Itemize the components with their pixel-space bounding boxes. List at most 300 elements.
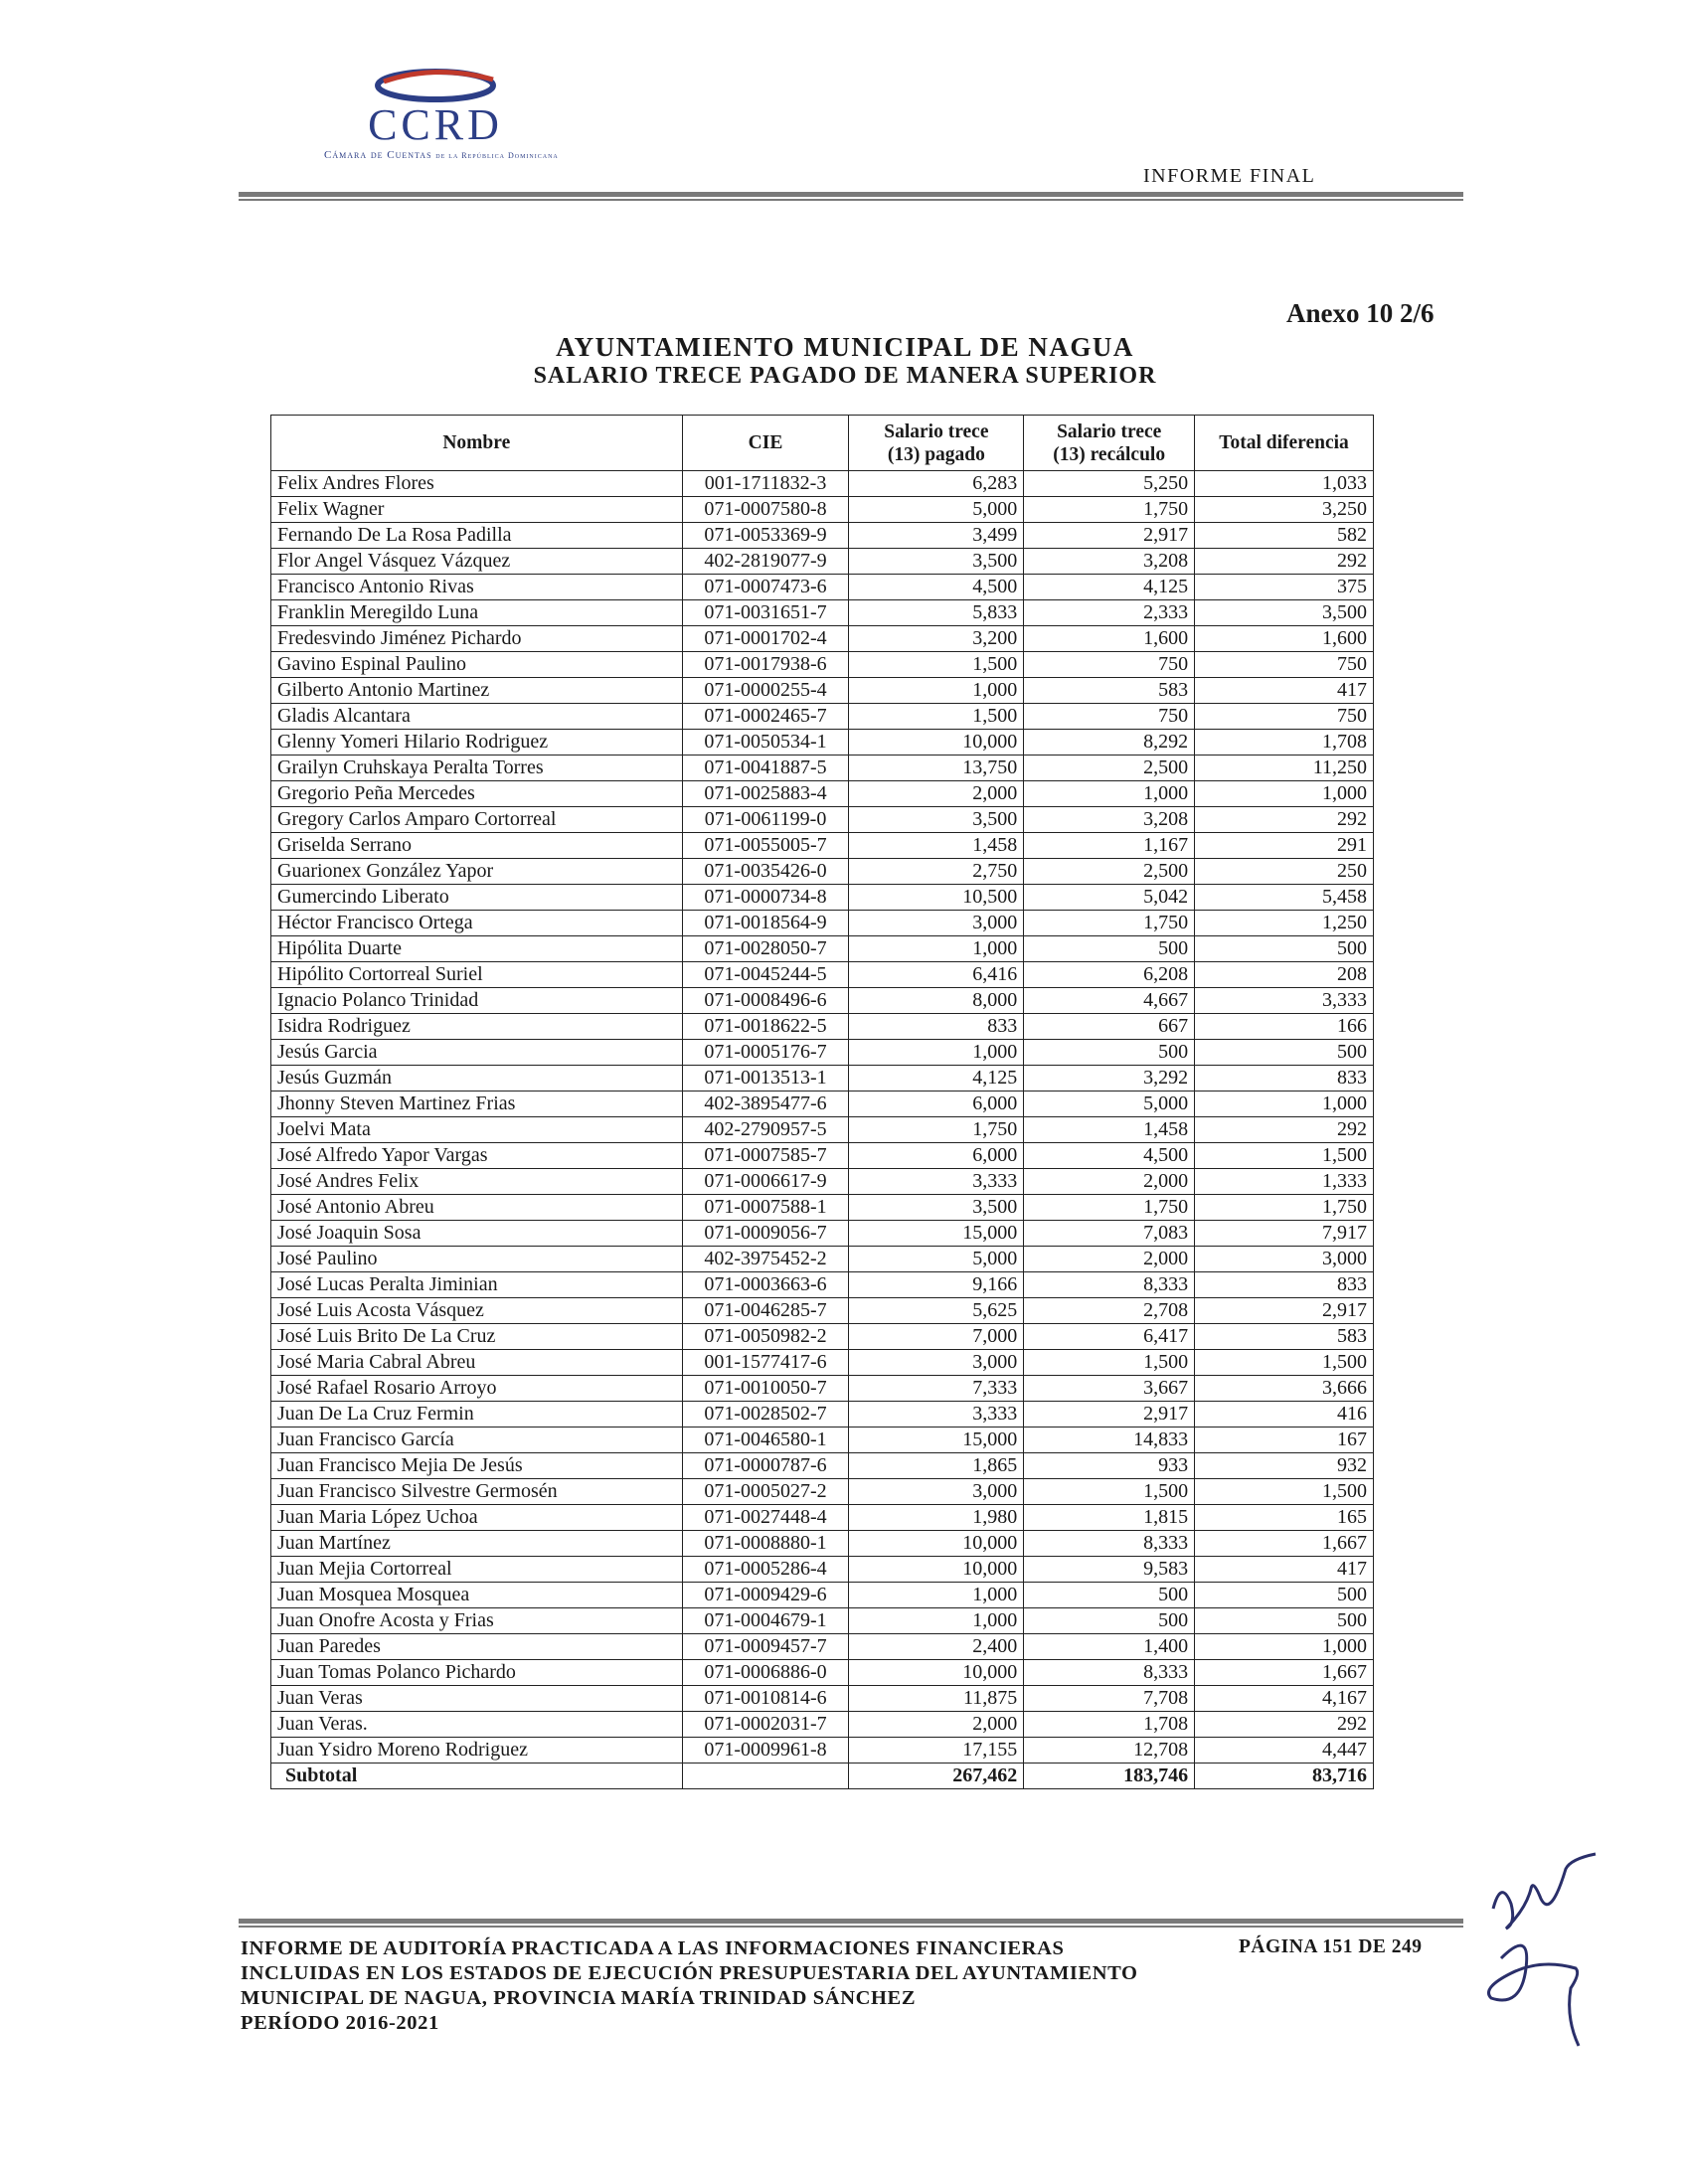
cell-pagado: 1,458: [849, 833, 1024, 859]
table-row: [271, 523, 1374, 549]
cell-nombre: Hipólito Cortorreal Suriel: [271, 962, 683, 988]
cell-nombre: Gavino Espinal Paulino: [271, 652, 683, 678]
cell-pagado: 15,000: [849, 1221, 1024, 1247]
cell-recalculo: 6,417: [1024, 1324, 1195, 1350]
cell-diferencia: 292: [1195, 1117, 1374, 1143]
cell-cie: 071-0050982-2: [682, 1324, 849, 1350]
cell-recalculo: 1,708: [1024, 1712, 1195, 1738]
cell-diferencia: 1,750: [1195, 1195, 1374, 1221]
header-rule: [239, 192, 1463, 197]
cell-cie: 071-0028502-7: [682, 1402, 849, 1428]
table-row: [271, 704, 1374, 730]
cell-pagado: 3,333: [849, 1402, 1024, 1428]
cell-nombre: Jhonny Steven Martinez Frias: [271, 1092, 683, 1117]
cell-recalculo: 8,333: [1024, 1531, 1195, 1557]
cell-pagado: 13,750: [849, 756, 1024, 781]
cell-cie: 071-0007473-6: [682, 575, 849, 600]
cell-nombre: José Andres Felix: [271, 1169, 683, 1195]
table-row: [271, 807, 1374, 833]
header-label: INFORME FINAL: [1143, 165, 1316, 187]
cell-nombre: Gilberto Antonio Martinez: [271, 678, 683, 704]
cell-nombre: Gregorio Peña Mercedes: [271, 781, 683, 807]
cell-cie: 071-0010050-7: [682, 1376, 849, 1402]
cell-pagado: 5,000: [849, 497, 1024, 523]
cell-cie: 071-0046285-7: [682, 1298, 849, 1324]
logo-text: CCRD: [368, 100, 503, 149]
cell-nombre: José Alfredo Yapor Vargas: [271, 1143, 683, 1169]
cell-recalculo: 583: [1024, 678, 1195, 704]
cell-nombre: Juan De La Cruz Fermin: [271, 1402, 683, 1428]
cell-cie: 071-0001702-4: [682, 626, 849, 652]
table-header-row: [271, 416, 1374, 471]
table-row: [271, 1583, 1374, 1608]
page-title: AYUNTAMIENTO MUNICIPAL DE NAGUA: [556, 332, 1134, 362]
page-subtitle: SALARIO TRECE PAGADO DE MANERA SUPERIOR: [533, 363, 1157, 389]
subtotal-row: [271, 1764, 1374, 1789]
table-row: [271, 1014, 1374, 1040]
table-body: [271, 471, 1374, 1789]
cell-cie: 071-0005176-7: [682, 1040, 849, 1066]
cell-pagado: 5,625: [849, 1298, 1024, 1324]
cell-cie: 071-0007585-7: [682, 1143, 849, 1169]
cell-cie: 071-0004679-1: [682, 1608, 849, 1634]
cell-recalculo: 1,500: [1024, 1350, 1195, 1376]
cell-diferencia: 583: [1195, 1324, 1374, 1350]
logo-subtitle: Cámara de Cuentas de la República Dominicana: [324, 149, 559, 161]
cell-nombre: Glenny Yomeri Hilario Rodriguez: [271, 730, 683, 756]
cell-cie: 071-0055005-7: [682, 833, 849, 859]
table-row: [271, 1531, 1374, 1557]
cell-cie: 071-0050534-1: [682, 730, 849, 756]
cell-pagado: 5,000: [849, 1247, 1024, 1272]
cell-cie: 071-0010814-6: [682, 1686, 849, 1712]
cell-diferencia: 500: [1195, 1040, 1374, 1066]
table-row: [271, 885, 1374, 911]
table-row: [271, 756, 1374, 781]
cell-cie: 071-0000734-8: [682, 885, 849, 911]
cell-diferencia: 292: [1195, 807, 1374, 833]
cell-pagado: 1,500: [849, 704, 1024, 730]
table-row: [271, 859, 1374, 885]
cell-nombre: Felix Andres Flores: [271, 471, 683, 497]
cell-diferencia: 1,500: [1195, 1350, 1374, 1376]
cell-cie: 402-2790957-5: [682, 1117, 849, 1143]
cell-nombre: José Rafael Rosario Arroyo: [271, 1376, 683, 1402]
cell-cie: 071-0006617-9: [682, 1169, 849, 1195]
table-row: [271, 1428, 1374, 1453]
annex-label: Anexo 10 2/6: [1286, 298, 1435, 328]
cell-recalculo: 1,400: [1024, 1634, 1195, 1660]
cell-cie: 071-0008496-6: [682, 988, 849, 1014]
cell-nombre: Juan Tomas Polanco Pichardo: [271, 1660, 683, 1686]
cell-recalculo: 4,500: [1024, 1143, 1195, 1169]
cell-pagado: 6,283: [849, 471, 1024, 497]
cell-cie: 071-0025883-4: [682, 781, 849, 807]
cell-cie: 071-0031651-7: [682, 600, 849, 626]
cell-pagado: 1,000: [849, 678, 1024, 704]
cell-recalculo: 14,833: [1024, 1428, 1195, 1453]
cell-cie: 071-0046580-1: [682, 1428, 849, 1453]
cell-recalculo: 3,292: [1024, 1066, 1195, 1092]
cell-cie: 071-0009429-6: [682, 1583, 849, 1608]
cell-recalculo: 1,750: [1024, 1195, 1195, 1221]
cell-recalculo: 8,333: [1024, 1272, 1195, 1298]
cell-nombre: Juan Ysidro Moreno Rodriguez: [271, 1738, 683, 1764]
cell-nombre: Francisco Antonio Rivas: [271, 575, 683, 600]
cell-nombre: José Joaquin Sosa: [271, 1221, 683, 1247]
cell-diferencia: 932: [1195, 1453, 1374, 1479]
table-row: [271, 1376, 1374, 1402]
subtotal-empty: [682, 1764, 849, 1789]
cell-diferencia: 2,917: [1195, 1298, 1374, 1324]
table-row: [271, 1221, 1374, 1247]
cell-pagado: 10,000: [849, 730, 1024, 756]
cell-diferencia: 4,447: [1195, 1738, 1374, 1764]
table-row: [271, 1247, 1374, 1272]
cell-recalculo: 1,750: [1024, 497, 1195, 523]
cell-diferencia: 417: [1195, 678, 1374, 704]
cell-cie: 071-0017938-6: [682, 652, 849, 678]
subtotal-recalculo: 183,746: [1024, 1764, 1195, 1789]
cell-cie: 071-0018622-5: [682, 1014, 849, 1040]
cell-cie: 071-0035426-0: [682, 859, 849, 885]
cell-cie: 071-0041887-5: [682, 756, 849, 781]
cell-nombre: Grailyn Cruhskaya Peralta Torres: [271, 756, 683, 781]
cell-diferencia: 1,250: [1195, 911, 1374, 936]
cell-recalculo: 500: [1024, 1040, 1195, 1066]
cell-recalculo: 4,125: [1024, 575, 1195, 600]
cell-diferencia: 375: [1195, 575, 1374, 600]
cell-pagado: 3,500: [849, 807, 1024, 833]
cell-recalculo: 8,333: [1024, 1660, 1195, 1686]
cell-recalculo: 2,000: [1024, 1169, 1195, 1195]
cell-pagado: 3,000: [849, 1350, 1024, 1376]
cell-pagado: 10,000: [849, 1660, 1024, 1686]
cell-cie: 071-0000787-6: [682, 1453, 849, 1479]
cell-diferencia: 165: [1195, 1505, 1374, 1531]
cell-recalculo: 500: [1024, 1583, 1195, 1608]
cell-diferencia: 1,033: [1195, 471, 1374, 497]
cell-pagado: 1,500: [849, 652, 1024, 678]
cell-nombre: Juan Francisco Mejia De Jesús: [271, 1453, 683, 1479]
cell-nombre: Juan Mejia Cortorreal: [271, 1557, 683, 1583]
cell-diferencia: 7,917: [1195, 1221, 1374, 1247]
cell-recalculo: 9,583: [1024, 1557, 1195, 1583]
table-row: [271, 962, 1374, 988]
cell-recalculo: 3,208: [1024, 807, 1195, 833]
cell-diferencia: 292: [1195, 1712, 1374, 1738]
table-row: [271, 936, 1374, 962]
cell-nombre: Gumercindo Liberato: [271, 885, 683, 911]
cell-recalculo: 500: [1024, 1608, 1195, 1634]
cell-diferencia: 292: [1195, 549, 1374, 575]
cell-nombre: Flor Angel Vásquez Vázquez: [271, 549, 683, 575]
page-number: PÁGINA 151 DE 249: [1239, 1936, 1423, 1957]
table-row: [271, 626, 1374, 652]
cell-recalculo: 3,667: [1024, 1376, 1195, 1402]
table-row: [271, 1608, 1374, 1634]
table-row: [271, 1092, 1374, 1117]
cell-diferencia: 417: [1195, 1557, 1374, 1583]
cell-pagado: 4,125: [849, 1066, 1024, 1092]
table-row: [271, 1040, 1374, 1066]
cell-recalculo: 1,000: [1024, 781, 1195, 807]
cell-diferencia: 833: [1195, 1066, 1374, 1092]
table-row: [271, 497, 1374, 523]
cell-diferencia: 1,600: [1195, 626, 1374, 652]
cell-cie: 402-3975452-2: [682, 1247, 849, 1272]
table-row: [271, 1272, 1374, 1298]
table-row: [271, 833, 1374, 859]
cell-pagado: 3,000: [849, 911, 1024, 936]
cell-cie: 071-0053369-9: [682, 523, 849, 549]
footer-rule-thin: [239, 1926, 1463, 1928]
cell-diferencia: 750: [1195, 704, 1374, 730]
cell-recalculo: 2,333: [1024, 600, 1195, 626]
cell-nombre: Jesús Garcia: [271, 1040, 683, 1066]
cell-diferencia: 5,458: [1195, 885, 1374, 911]
table-row: [271, 1195, 1374, 1221]
cell-cie: 071-0005027-2: [682, 1479, 849, 1505]
table-row: [271, 1298, 1374, 1324]
cell-cie: 071-0000255-4: [682, 678, 849, 704]
cell-diferencia: 166: [1195, 1014, 1374, 1040]
cell-recalculo: 5,250: [1024, 471, 1195, 497]
cell-cie: 071-0027448-4: [682, 1505, 849, 1531]
cell-nombre: Gladis Alcantara: [271, 704, 683, 730]
cell-diferencia: 1,000: [1195, 781, 1374, 807]
table-row: [271, 1453, 1374, 1479]
cell-nombre: Juan Maria López Uchoa: [271, 1505, 683, 1531]
cell-recalculo: 933: [1024, 1453, 1195, 1479]
cell-recalculo: 1,167: [1024, 833, 1195, 859]
table-row: [271, 652, 1374, 678]
cell-nombre: Juan Francisco Silvestre Germosén: [271, 1479, 683, 1505]
cell-nombre: Juan Onofre Acosta y Frias: [271, 1608, 683, 1634]
cell-recalculo: 1,600: [1024, 626, 1195, 652]
table-row: [271, 911, 1374, 936]
cell-nombre: Juan Mosquea Mosquea: [271, 1583, 683, 1608]
cell-cie: 071-0006886-0: [682, 1660, 849, 1686]
cell-diferencia: 1,500: [1195, 1143, 1374, 1169]
header-diferencia: Total diferencia: [1195, 416, 1374, 471]
cell-recalculo: 1,750: [1024, 911, 1195, 936]
cell-diferencia: 582: [1195, 523, 1374, 549]
cell-cie: 071-0018564-9: [682, 911, 849, 936]
cell-pagado: 10,000: [849, 1531, 1024, 1557]
cell-nombre: Fredesvindo Jiménez Pichardo: [271, 626, 683, 652]
header-pagado: Salario trece (13) pagado: [849, 416, 1024, 471]
cell-recalculo: 8,292: [1024, 730, 1195, 756]
table-row: [271, 678, 1374, 704]
cell-cie: 071-0002465-7: [682, 704, 849, 730]
table-row: [271, 1169, 1374, 1195]
cell-nombre: Juan Francisco García: [271, 1428, 683, 1453]
footer-rule: [239, 1919, 1463, 1924]
cell-recalculo: 2,708: [1024, 1298, 1195, 1324]
cell-diferencia: 833: [1195, 1272, 1374, 1298]
cell-pagado: 7,333: [849, 1376, 1024, 1402]
cell-recalculo: 7,083: [1024, 1221, 1195, 1247]
cell-pagado: 2,750: [849, 859, 1024, 885]
table-row: [271, 781, 1374, 807]
cell-nombre: Juan Veras.: [271, 1712, 683, 1738]
table-row: [271, 575, 1374, 600]
cell-diferencia: 416: [1195, 1402, 1374, 1428]
cell-recalculo: 4,667: [1024, 988, 1195, 1014]
cell-nombre: Felix Wagner: [271, 497, 683, 523]
cell-cie: 071-0002031-7: [682, 1712, 849, 1738]
cell-diferencia: 500: [1195, 1583, 1374, 1608]
cell-diferencia: 500: [1195, 1608, 1374, 1634]
cell-pagado: 3,500: [849, 1195, 1024, 1221]
cell-pagado: 4,500: [849, 575, 1024, 600]
cell-pagado: 3,500: [849, 549, 1024, 575]
cell-pagado: 3,499: [849, 523, 1024, 549]
cell-diferencia: 500: [1195, 936, 1374, 962]
cell-cie: 071-0045244-5: [682, 962, 849, 988]
cell-nombre: Franklin Meregildo Luna: [271, 600, 683, 626]
cell-pagado: 3,333: [849, 1169, 1024, 1195]
cell-pagado: 7,000: [849, 1324, 1024, 1350]
cell-pagado: 833: [849, 1014, 1024, 1040]
cell-nombre: José Luis Brito De La Cruz: [271, 1324, 683, 1350]
cell-pagado: 1,000: [849, 1040, 1024, 1066]
footer-text: INFORME DE AUDITORÍA PRACTICADA A LAS INFORMACIONES FINANCIERAS INCLUIDAS EN LOS ESTADOS DE EJECUCIÓN PRESUPUESTARIA DEL AYUNTAMIENTO MUNICIPAL DE NAGUA, PROVINCIA MARÍA TRINIDAD SÁNCHEZ PERÍODO 2016-2021: [241, 1937, 1138, 2034]
cell-recalculo: 1,815: [1024, 1505, 1195, 1531]
cell-diferencia: 3,500: [1195, 600, 1374, 626]
cell-nombre: Ignacio Polanco Trinidad: [271, 988, 683, 1014]
cell-recalculo: 6,208: [1024, 962, 1195, 988]
cell-recalculo: 1,458: [1024, 1117, 1195, 1143]
cell-diferencia: 1,667: [1195, 1531, 1374, 1557]
table-row: [271, 1117, 1374, 1143]
table-row: [271, 1505, 1374, 1531]
cell-pagado: 1,000: [849, 936, 1024, 962]
table-row: [271, 471, 1374, 497]
cell-diferencia: 1,000: [1195, 1634, 1374, 1660]
cell-recalculo: 5,042: [1024, 885, 1195, 911]
cell-nombre: José Paulino: [271, 1247, 683, 1272]
cell-nombre: Juan Martínez: [271, 1531, 683, 1557]
cell-diferencia: 1,500: [1195, 1479, 1374, 1505]
cell-nombre: Joelvi Mata: [271, 1117, 683, 1143]
cell-nombre: Fernando De La Rosa Padilla: [271, 523, 683, 549]
cell-recalculo: 2,500: [1024, 756, 1195, 781]
subtotal-diferencia: 83,716: [1195, 1764, 1374, 1789]
cell-cie: 071-0007580-8: [682, 497, 849, 523]
table-row: [271, 1660, 1374, 1686]
cell-cie: 071-0009457-7: [682, 1634, 849, 1660]
table-row: [271, 1350, 1374, 1376]
cell-diferencia: 167: [1195, 1428, 1374, 1453]
cell-nombre: Griselda Serrano: [271, 833, 683, 859]
ccrd-logo: [316, 62, 559, 161]
cell-recalculo: 667: [1024, 1014, 1195, 1040]
cell-diferencia: 750: [1195, 652, 1374, 678]
cell-pagado: 1,000: [849, 1583, 1024, 1608]
cell-recalculo: 2,917: [1024, 523, 1195, 549]
cell-cie: 001-1577417-6: [682, 1350, 849, 1376]
cell-pagado: 17,155: [849, 1738, 1024, 1764]
cell-recalculo: 2,500: [1024, 859, 1195, 885]
cell-nombre: Guarionex González Yapor: [271, 859, 683, 885]
cell-recalculo: 3,208: [1024, 549, 1195, 575]
salary-table: [270, 415, 1374, 1789]
subtotal-label: Subtotal: [271, 1764, 683, 1789]
cell-pagado: 2,000: [849, 1712, 1024, 1738]
cell-cie: 071-0007588-1: [682, 1195, 849, 1221]
cell-pagado: 3,200: [849, 626, 1024, 652]
cell-nombre: Hipólita Duarte: [271, 936, 683, 962]
table-row: [271, 1479, 1374, 1505]
cell-cie: 071-0028050-7: [682, 936, 849, 962]
cell-cie: 402-3895477-6: [682, 1092, 849, 1117]
cell-diferencia: 3,250: [1195, 497, 1374, 523]
header-cie: CIE: [682, 416, 849, 471]
cell-recalculo: 2,917: [1024, 1402, 1195, 1428]
table-row: [271, 730, 1374, 756]
cell-recalculo: 500: [1024, 936, 1195, 962]
cell-pagado: 15,000: [849, 1428, 1024, 1453]
table-row: [271, 1066, 1374, 1092]
cell-pagado: 1,980: [849, 1505, 1024, 1531]
cell-diferencia: 291: [1195, 833, 1374, 859]
cell-diferencia: 1,000: [1195, 1092, 1374, 1117]
header-recalculo: Salario trece (13) recálculo: [1024, 416, 1195, 471]
cell-pagado: 1,000: [849, 1608, 1024, 1634]
cell-cie: 071-0061199-0: [682, 807, 849, 833]
cell-nombre: Héctor Francisco Ortega: [271, 911, 683, 936]
cell-recalculo: 5,000: [1024, 1092, 1195, 1117]
cell-cie: 402-2819077-9: [682, 549, 849, 575]
signature-initials-icon: [1471, 1849, 1610, 2048]
cell-recalculo: 12,708: [1024, 1738, 1195, 1764]
cell-pagado: 6,000: [849, 1143, 1024, 1169]
subtotal-pagado: 267,462: [849, 1764, 1024, 1789]
cell-recalculo: 1,500: [1024, 1479, 1195, 1505]
cell-nombre: Isidra Rodriguez: [271, 1014, 683, 1040]
table-row: [271, 1738, 1374, 1764]
cell-pagado: 3,000: [849, 1479, 1024, 1505]
cell-pagado: 1,750: [849, 1117, 1024, 1143]
cell-pagado: 1,865: [849, 1453, 1024, 1479]
cell-cie: 001-1711832-3: [682, 471, 849, 497]
table-row: [271, 549, 1374, 575]
cell-nombre: Juan Paredes: [271, 1634, 683, 1660]
cell-diferencia: 3,333: [1195, 988, 1374, 1014]
cell-cie: 071-0009056-7: [682, 1221, 849, 1247]
table-row: [271, 1324, 1374, 1350]
cell-nombre: José Antonio Abreu: [271, 1195, 683, 1221]
table-row: [271, 1634, 1374, 1660]
cell-cie: 071-0005286-4: [682, 1557, 849, 1583]
cell-diferencia: 3,666: [1195, 1376, 1374, 1402]
header-rule-thin: [239, 199, 1463, 201]
cell-diferencia: 11,250: [1195, 756, 1374, 781]
table-row: [271, 600, 1374, 626]
table-row: [271, 988, 1374, 1014]
cell-diferencia: 208: [1195, 962, 1374, 988]
cell-nombre: Gregory Carlos Amparo Cortorreal: [271, 807, 683, 833]
cell-pagado: 6,000: [849, 1092, 1024, 1117]
cell-recalculo: 2,000: [1024, 1247, 1195, 1272]
cell-diferencia: 3,000: [1195, 1247, 1374, 1272]
cell-cie: 071-0009961-8: [682, 1738, 849, 1764]
table-row: [271, 1712, 1374, 1738]
cell-diferencia: 1,708: [1195, 730, 1374, 756]
cell-recalculo: 750: [1024, 704, 1195, 730]
